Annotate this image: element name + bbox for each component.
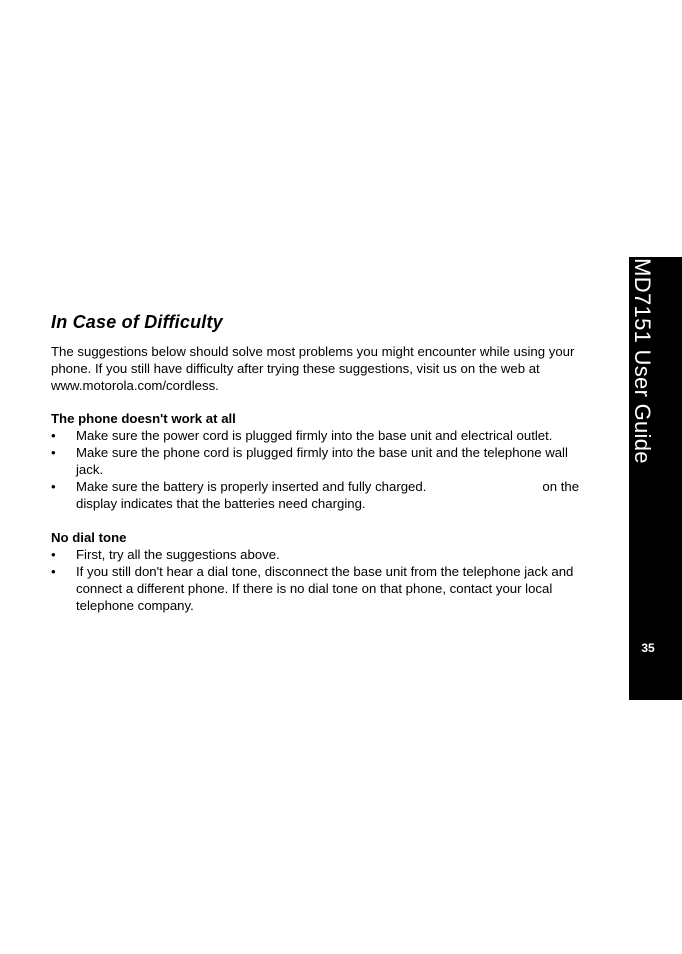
- list-item-text-before: Make sure the battery is properly inserted and fully charged.: [76, 479, 427, 494]
- bullet-list-phone-not-working: [51, 427, 596, 512]
- list-item: [51, 427, 596, 444]
- side-tab: [629, 257, 682, 700]
- section-heading-no-dial-tone: No dial tone: [51, 530, 127, 545]
- list-item-text: First, try all the suggestions above.: [76, 547, 280, 562]
- guide-title: MD7151 User Guide: [630, 258, 655, 464]
- main-content: [51, 312, 596, 631]
- list-item: [51, 563, 596, 614]
- bullet-icon: •: [51, 547, 56, 562]
- bullet-icon: •: [51, 445, 56, 460]
- list-item-text-after: on the display indicates that the batteries need charging.: [76, 479, 580, 511]
- list-item-text: If you still don't hear a dial tone, disconnect the base unit from the telephone jack and connect a different phone. If there is no dial tone on that phone, contact your local telephone company.: [76, 564, 574, 613]
- list-item: [51, 546, 596, 563]
- section-heading-phone-not-working: The phone doesn't work at all: [51, 411, 236, 426]
- bullet-icon: •: [51, 479, 56, 494]
- page-number: 35: [641, 641, 655, 655]
- bullet-icon: •: [51, 428, 56, 443]
- intro-paragraph: The suggestions below should solve most problems you might encounter while using your phone. If you still have difficulty after trying these suggestions, visit us on the web at www.motorola.com/cordless.: [51, 344, 575, 393]
- bullet-list-no-dial-tone: [51, 546, 596, 614]
- list-item: [51, 444, 596, 478]
- list-item-text: Make sure the power cord is plugged firmly into the base unit and electrical outlet.: [76, 428, 553, 443]
- list-item: [51, 478, 596, 512]
- page-title: In Case of Difficulty: [51, 312, 223, 332]
- list-item-text: Make sure the phone cord is plugged firmly into the base unit and the telephone wall jack.: [76, 445, 568, 477]
- bullet-icon: •: [51, 564, 56, 579]
